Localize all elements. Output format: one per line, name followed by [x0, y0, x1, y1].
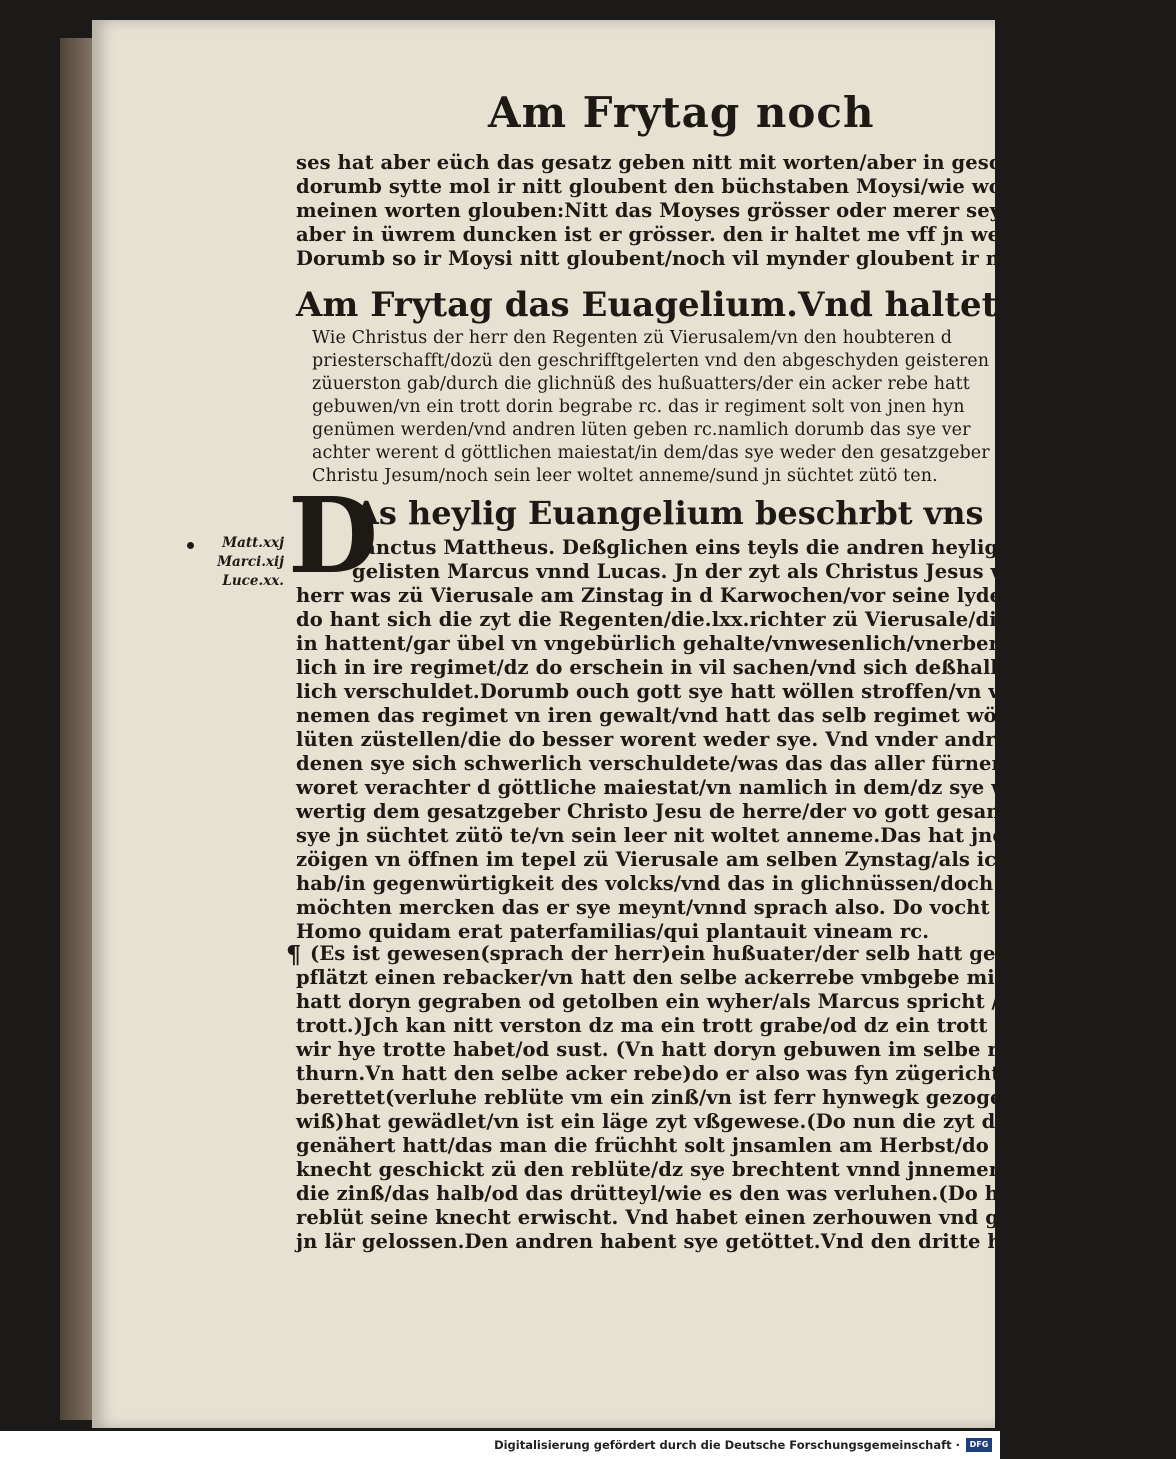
- summary-line: züuerston gab/durch die glichnüß des hußuatters/der ein acker rebe hatt: [312, 374, 970, 394]
- running-head: Am Frytag noch: [488, 88, 875, 137]
- text-line: nemen das regimet vn iren gewalt/vnd hatt das selb regimet wöllen andren: [296, 704, 1124, 727]
- summary-line: priesterschafft/dozü den geschrifftgelerten vnd den abgeschyden geisteren: [312, 351, 990, 371]
- gospel-opening-line: As heylig Euangelium beschrbt vns: [354, 494, 984, 532]
- digitization-footer: [0, 1431, 1000, 1459]
- text-line: meinen worten glouben:Nitt das Moyses grösser oder merer sey weder ich/: [296, 199, 1122, 222]
- funding-notice: Digitalisierung gefördert durch die Deutsche Forschungsgemeinschaft ·: [494, 1438, 960, 1452]
- text-line: (Es ist gewesen(sprach der herr)ein hußuater/der selb hatt gebuwe od ge: [310, 942, 1120, 965]
- text-line: hab/in gegenwürtigkeit des volcks/vnd das in glichnüssen/doch also/dz sye: [296, 872, 1119, 895]
- text-line: lich verschuldet.Dorumb ouch gott sye hatt wöllen stroffen/vn von jne hyn: [296, 680, 1115, 703]
- text-line: zöigen vn öffnen im tepel zü Vierusale am selben Zynstag/als ich vor geseyt: [296, 848, 1130, 871]
- text-line: woret verachter d göttliche maiestat/vn namlich in dem/dz sye woret wider: [296, 776, 1122, 799]
- pilcrow-icon: ¶: [286, 940, 302, 969]
- text-line: hatt doryn gegraben od getolben ein wyher/als Marcus spricht / dozü ein: [296, 990, 1100, 1013]
- text-line: reblüt seine knecht erwischt. Vnd habet einen zerhouwen vnd gewundet/vn: [296, 1206, 1126, 1229]
- marginal-references: [210, 534, 290, 591]
- text-line: gelisten Marcus vnnd Lucas. Jn der zyt als Christus Jesus vnßer: [352, 560, 1055, 583]
- summary-line: achter werent d göttlichen maiestat/in dem/das sye weder den gesatzgeber: [312, 443, 990, 463]
- summary-line: gebuwen/vn ein trott dorin begrabe rc. das ir regiment solt von jnen hyn: [312, 397, 965, 417]
- margin-bullet-icon: [187, 542, 194, 549]
- summary-line: Christu Jesum/noch sein leer woltet anneme/sund jn süchtet zütö ten.: [312, 466, 938, 486]
- text-line: wiß)hat gewädlet/vn ist ein läge zyt vßgewese.(Do nun die zyt d früchht sich: [296, 1110, 1137, 1133]
- text-line: lich in ire regimet/dz do erschein in vil sachen/vnd sich deßhalb hant schwer: [296, 656, 1146, 679]
- text-line: trott.)Jch kan nitt verston dz ma ein trott grabe/od dz ein trott sey gesin/wie: [296, 1014, 1140, 1037]
- text-line: herr was zü Vierusale am Zinstag in d Karwochen/vor seine lyde vn sterbe/: [296, 584, 1119, 607]
- text-line: wir hye trotte habet/od sust. (Vn hatt doryn gebuwen im selbe rebacker ein: [296, 1038, 1127, 1061]
- text-line: jn lär gelossen.Den andren habent sye getöttet.Vnd den dritte habent sye ver: [296, 1230, 1148, 1253]
- marginal-note: Marci.xij: [217, 554, 284, 570]
- text-line: Homo quidam erat paterfamilias/qui plantauit vineam rc.: [296, 920, 930, 943]
- text-line: möchten mercken das er sye meynt/vnnd sprach also. Do vocht der text an.: [296, 896, 1124, 919]
- text-line: Dorumb so ir Moysi nitt gloubent/noch vil mynder gloubent ir mir.: [296, 247, 1030, 270]
- text-line: aber in üwrem duncken ist er grösser. den ir haltet me vff jn weder vff mich.: [296, 223, 1141, 246]
- marginal-note: Matt.xxj: [222, 535, 284, 551]
- summary-line: genümen werden/vnd andren lüten geben rc.namlich dorumb das sye ver: [312, 420, 971, 440]
- text-line: thurn.Vn hatt den selbe acker rebe)do er also was fyn zügericht vn gantz vß: [296, 1062, 1135, 1085]
- text-line: die zinß/das halb/od das drütteyl/wie es den was verluhen.(Do habent die: [296, 1182, 1102, 1205]
- drop-cap: D: [288, 474, 379, 597]
- summary-line: Wie Christus der herr den Regenten zü Vierusalem/vn den houbteren d: [312, 328, 953, 348]
- text-line: berettet(verluhe reblüte vm ein zinß/vn ist ferr hynwegk gezoge in bilgerinß: [296, 1086, 1141, 1109]
- text-line: ses hat aber eüch das gesatz geben nitt mit worten/aber in geschrifften. Vnd: [296, 151, 1143, 174]
- text-line: denen sye sich schwerlich verschuldete/was das das aller fürnemeste/das sye: [296, 752, 1145, 775]
- text-line: lüten züstellen/die do besser worent weder sye. Vnd vnder andren stucken/in: [296, 728, 1146, 751]
- text-line: sye jn süchtet zütö te/vn sein leer nit woltet anneme.Das hat jne d herr wölle: [296, 824, 1145, 847]
- marginal-note: Luce.xx.: [222, 573, 284, 589]
- text-line: pflätzt einen rebacker/vn hatt den selbe ackerrebe vmbgebe mit eine zun. Vn: [296, 966, 1148, 989]
- text-line: wertig dem gesatzgeber Christo Jesu de herre/der vo gott gesant was/vn dz: [296, 800, 1123, 823]
- text-line: dorumb sytte mol ir nitt gloubent den büchstaben Moysi/wie woltet ir den: [296, 175, 1113, 198]
- text-line: genähert hatt/das man die früchht solt jnsamlen am Herbst/do hatt er seine: [296, 1134, 1136, 1157]
- text-line: knecht geschickt zü den reblüte/dz sye brechtent vnnd jnnement seine früchht): [296, 1158, 1176, 1181]
- section-heading: Am Frytag das Euagelium.Vnd haltet in: [296, 285, 1047, 325]
- text-line: in hattent/gar übel vn vngebürlich gehalte/vnwesenlich/vnerberlich/vnred: [296, 632, 1110, 655]
- text-line: do hant sich die zyt die Regenten/die.lxx.richter zü Vierusale/die dz regimet: [296, 608, 1135, 631]
- text-line: sanctus Mattheus. Deßglichen eins teyls die andren heylige euan: [352, 536, 1072, 559]
- dfg-logo-icon: DFG: [966, 1438, 992, 1452]
